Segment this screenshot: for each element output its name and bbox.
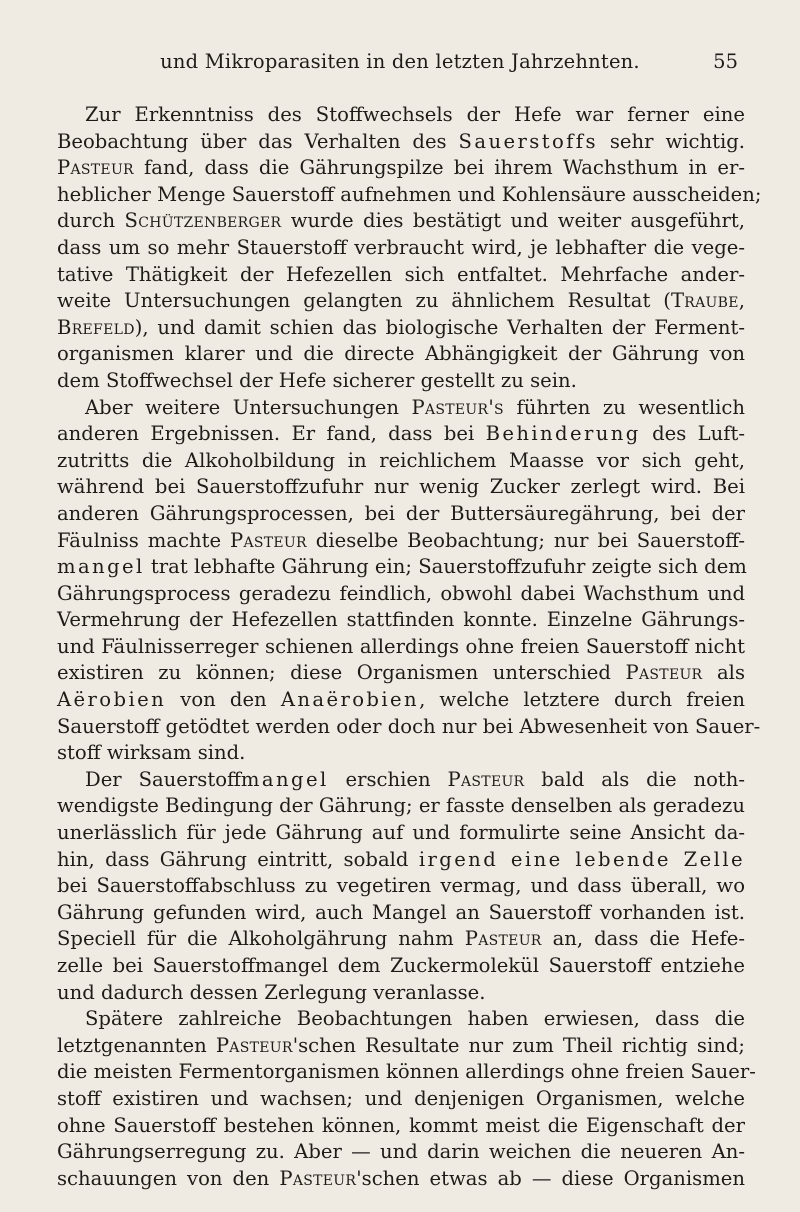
text-line	[57, 235, 745, 262]
author-name: Brefeld	[57, 315, 135, 339]
text-run: während bei Sauerstoffzufuhr nur wenig Zucker zerlegt wird. Bei	[57, 475, 745, 499]
text-run: ), und damit schien das biologische Verhalten der Ferment-	[134, 315, 745, 339]
author-name: Pasteur	[229, 528, 307, 552]
emphasis-text: irgend eine lebende Zelle	[418, 847, 745, 871]
emphasis-text: mangel	[57, 555, 145, 579]
author-name: Pasteur	[625, 661, 703, 685]
text-run: dem Stoffwechsel der Hefe sicherer gestellt zu sein.	[57, 368, 577, 392]
emphasis-text: Sauerstoffs	[458, 129, 598, 153]
text-line	[57, 448, 745, 475]
author-name: Pasteur	[215, 1033, 293, 1057]
text-line	[57, 182, 762, 209]
text-line	[57, 607, 745, 634]
text-run: Fäulniss machte	[57, 528, 230, 552]
text-line	[57, 421, 745, 448]
text-run: als	[702, 661, 746, 685]
author-name: Pasteur's	[411, 395, 504, 419]
text-line	[57, 581, 745, 608]
text-run: fand, dass die Gährungspilze bei ihrem Wachsthum in er-	[133, 156, 745, 180]
author-name: Pasteur	[279, 1166, 357, 1190]
text-line	[57, 528, 745, 555]
text-run: unerlässlich für jede Gährung auf und formulirte seine Ansicht da-	[57, 821, 745, 845]
text-run: und dadurch dessen Zerlegung veranlasse.	[57, 980, 486, 1004]
text-line	[57, 1166, 745, 1193]
text-line	[57, 1033, 745, 1060]
text-run: Vermehrung der Hefezellen stattfinden konnte. Einzelne Gährungs-	[57, 608, 745, 632]
text-run: 'schen Resultate nur zum Theil richtig sind;	[292, 1033, 745, 1057]
text-line	[57, 395, 745, 422]
text-line	[57, 554, 745, 581]
text-run: Zur Erkenntniss des Stoffwechsels der Hefe war ferner eine	[85, 103, 745, 126]
text-run: durch	[57, 209, 125, 233]
text-line	[57, 820, 745, 847]
author-name: Pasteur	[57, 156, 134, 180]
text-line	[57, 767, 745, 794]
text-line	[57, 315, 745, 342]
text-run: wurde dies bestätigt und weiter ausgeführt,	[281, 209, 745, 233]
text-line	[57, 288, 745, 315]
text-run: die meisten Fermentorganismen können allerdings ohne freien Sauer-	[57, 1060, 756, 1084]
text-line	[57, 1113, 745, 1140]
text-run: Beobachtung über das Verhalten des	[57, 129, 459, 153]
text-line	[57, 687, 745, 714]
text-run: von den	[166, 688, 281, 712]
text-line	[57, 368, 745, 395]
text-run: zelle bei Sauerstoffmangel dem Zuckermolekül Sauerstoff entziehe	[57, 954, 745, 977]
text-run: erschien	[328, 767, 448, 791]
text-run: Gährung gefunden wird, auch Mangel an Sauerstoff vorhanden ist.	[57, 900, 745, 924]
text-line	[57, 714, 761, 741]
author-name: Pasteur	[447, 767, 525, 791]
text-line	[57, 793, 745, 820]
text-run: und Fäulnisserreger schienen allerdings ohne freien Sauerstoff nicht	[57, 634, 745, 658]
text-line	[57, 873, 745, 900]
text-run: zutritts die Alkoholbildung in reichlichem Maasse vor sich geht,	[57, 448, 745, 472]
running-header	[0, 50, 800, 80]
text-run: ohne Sauerstoff bestehen können, kommt meist die Eigenschaft der	[57, 1113, 745, 1137]
text-run: Sauerstoff getödtet werden oder doch nur bei Abwesenheit von Sauer-	[57, 714, 761, 738]
author-name: Schützenberger	[124, 209, 282, 233]
running-title: und Mikroparasiten in den letzten Jahrzehnten.	[160, 50, 640, 73]
text-run: Aber weitere Untersuchungen	[85, 395, 412, 419]
text-run: hin, dass Gährung eintritt, sobald	[57, 847, 419, 871]
text-run: Der Sauerstoff	[85, 767, 241, 791]
emphasis-text: Behinderung	[485, 422, 641, 446]
text-run: stoff existiren und wachsen; und denjenigen Organismen, welche	[57, 1086, 745, 1110]
text-run: 'schen etwas ab — diese Organismen	[356, 1166, 746, 1190]
text-line	[57, 1139, 745, 1166]
text-run: trat lebhafte Gährung ein; Sauerstoffzufuhr zeigte sich dem	[144, 555, 747, 579]
emphasis-text: Anaërobien	[280, 688, 420, 712]
text-line	[57, 1059, 756, 1086]
text-line	[57, 155, 745, 182]
author-name: Traube	[670, 289, 739, 313]
text-run: Spätere zahlreiche Beobachtungen haben erwiesen, dass die	[85, 1007, 745, 1031]
text-line	[57, 953, 745, 980]
text-run: , welche letztere durch freien	[419, 688, 745, 712]
text-run: Gährungserregung zu. Aber — und darin weichen die neueren An-	[57, 1140, 745, 1164]
text-run: tative Thätigkeit der Hefezellen sich entfaltet. Mehrfache ander-	[57, 262, 745, 286]
text-run: dieselbe Beobachtung; nur bei Sauerstoff-	[306, 528, 746, 552]
text-run: dass um so mehr Stauerstoff verbraucht wird, je lebhafter die vege-	[57, 235, 745, 259]
text-run: sehr wichtig.	[597, 129, 745, 153]
text-line	[57, 501, 745, 528]
text-line	[57, 740, 745, 767]
text-line	[57, 1006, 745, 1033]
text-line	[57, 847, 745, 874]
text-run: führten zu wesentlich	[503, 395, 745, 419]
text-line	[57, 208, 745, 235]
text-run: wendigste Bedingung der Gährung; er fasste denselben als geradezu	[57, 794, 745, 818]
text-run: organismen klarer und die directe Abhängigkeit der Gährung von	[57, 342, 745, 366]
text-line	[57, 634, 745, 661]
text-run: an, dass die Hefe-	[541, 927, 745, 951]
body-text	[57, 102, 762, 1192]
page-number: 55	[713, 50, 738, 73]
text-run: anderen Gährungsprocessen, bei der Buttersäuregährung, bei der	[57, 501, 745, 525]
author-name: Pasteur	[464, 927, 542, 951]
text-line	[57, 341, 745, 368]
text-line	[57, 474, 745, 501]
text-run: Speciell für die Alkoholgährung nahm	[57, 927, 465, 951]
text-line	[57, 980, 745, 1007]
text-line	[57, 102, 745, 129]
text-line	[57, 1086, 745, 1113]
text-run: bald als die noth-	[524, 767, 745, 791]
text-run: ,	[738, 289, 745, 313]
text-run: weite Untersuchungen gelangten zu ähnlichem Resultat (	[57, 289, 671, 313]
text-line	[57, 129, 745, 156]
text-run: des Luft-	[640, 422, 745, 446]
text-run: stoff wirksam sind.	[57, 741, 246, 765]
text-line	[57, 660, 745, 687]
text-run: anderen Ergebnissen. Er fand, dass bei	[57, 422, 486, 446]
text-line	[57, 900, 745, 927]
text-run: bei Sauerstoffabschluss zu vegetiren vermag, und dass überall, wo	[57, 874, 745, 898]
emphasis-text: mangel	[240, 767, 329, 791]
text-run: Gährungsprocess geradezu feindlich, obwohl dabei Wachsthum und	[57, 581, 745, 605]
emphasis-text: Aërobien	[57, 688, 167, 712]
text-run: letztgenannten	[57, 1033, 216, 1057]
text-line	[57, 926, 745, 953]
text-run: heblicher Menge Sauerstoff aufnehmen und Kohlensäure ausscheiden;	[57, 182, 762, 206]
text-run: schauungen von den	[57, 1166, 280, 1190]
text-run: existiren zu können; diese Organismen unterschied	[57, 661, 626, 685]
text-line	[57, 262, 745, 289]
